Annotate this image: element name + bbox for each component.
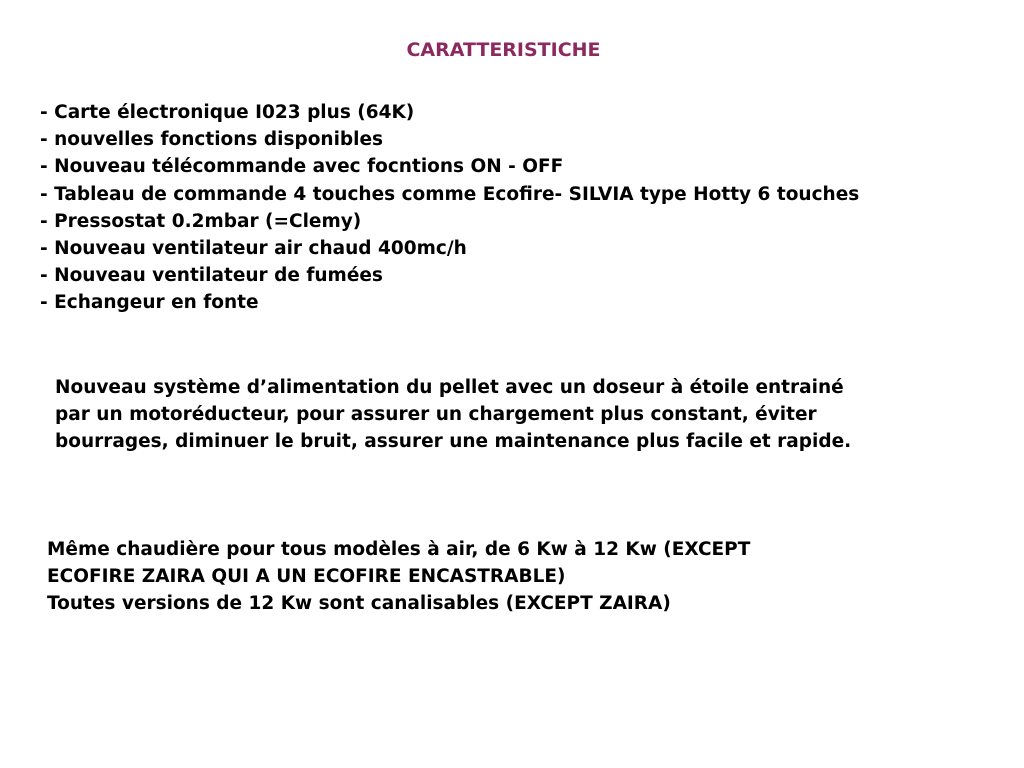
feature-item-remote-control: - Nouveau télécommande avec focntions ON - OFF	[40, 156, 564, 178]
feature-list	[40, 99, 1000, 317]
feature-item-electronic-board: - Carte électronique I023 plus (64K)	[40, 102, 415, 123]
pellet-feeding-paragraph	[55, 374, 851, 456]
paragraph-line: par un motoréducteur, pour assurer un chargement plus constant, éviter	[55, 404, 817, 426]
feature-item-smoke-fan: - Nouveau ventilateur de fumées	[40, 265, 383, 287]
feature-item-hot-air-fan: - Nouveau ventilateur air chaud 400mc/h	[40, 238, 467, 260]
feature-item-control-panel: - Tableau de commande 4 touches comme Ecofire- SILVIA type Hotty 6 touches	[40, 183, 860, 205]
paragraph-line: Nouveau système d’alimentation du pellet avec un doseur à étoile entrainé	[55, 377, 844, 398]
feature-item-exchanger: - Echangeur en fonte	[40, 292, 259, 314]
paragraph-line: ECOFIRE ZAIRA QUI A UN ECOFIRE ENCASTRABLE)	[47, 566, 566, 588]
feature-item-pressure-switch: - Pressostat 0.2mbar (=Clemy)	[40, 210, 362, 232]
feature-item-new-functions: - nouvelles fonctions disponibles	[40, 129, 384, 151]
paragraph-line: Toutes versions de 12 Kw sont canalisables (EXCEPT ZAIRA)	[47, 593, 671, 615]
paragraph-line: bourrages, diminuer le bruit, assurer une maintenance plus facile et rapide.	[55, 431, 852, 453]
models-paragraph	[47, 536, 750, 618]
slide-title: CARATTERISTICHE	[406, 39, 601, 61]
paragraph-line: Même chaudière pour tous modèles à air, de 6 Kw à 12 Kw (EXCEPT	[47, 539, 751, 560]
